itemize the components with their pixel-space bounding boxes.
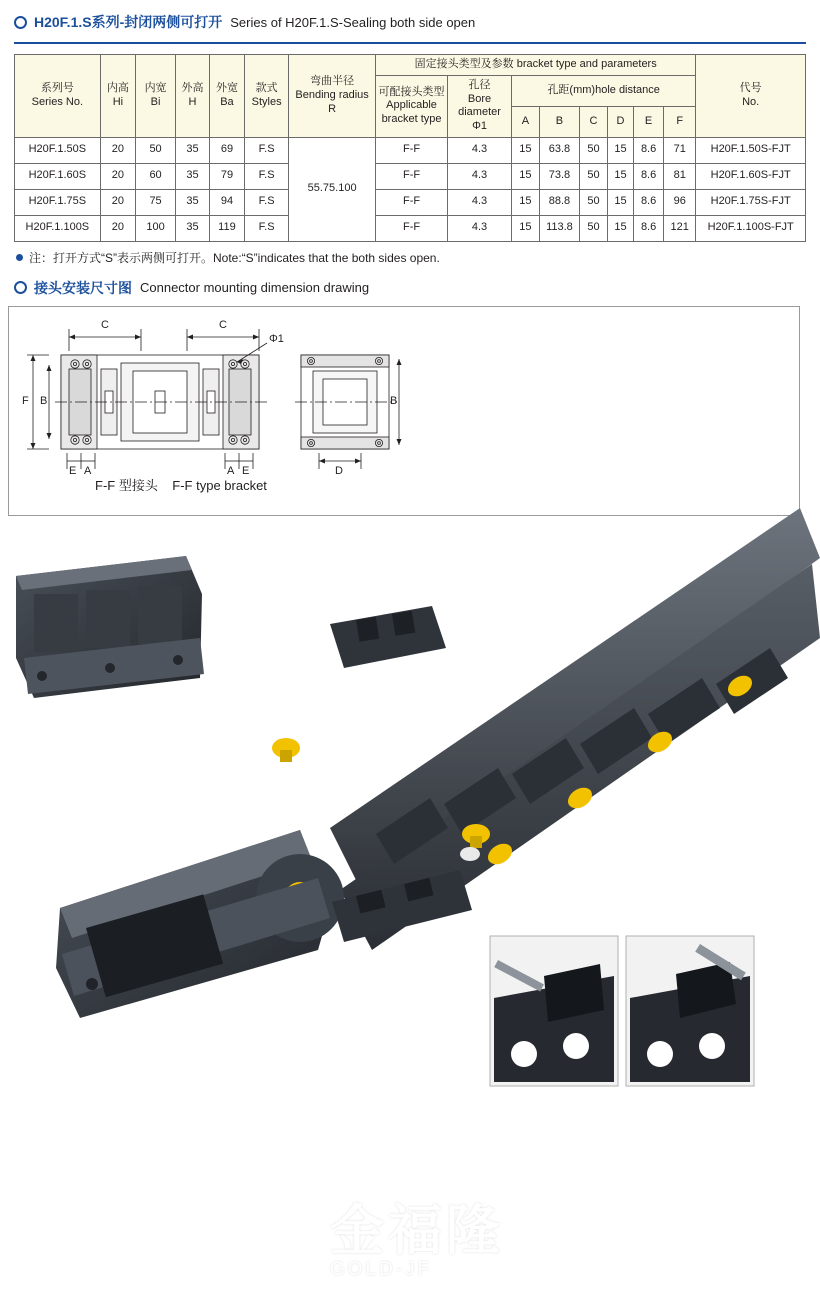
cell-b: 73.8	[539, 163, 579, 189]
dim-label-e1: E	[69, 464, 77, 477]
th-bi	[136, 55, 176, 138]
cell-d: 15	[607, 137, 633, 163]
cell-d: 15	[607, 215, 633, 241]
cell-no: H20F.1.60S-FJT	[696, 163, 806, 189]
cell-bracket: F-F	[376, 163, 448, 189]
cell-hi: 20	[100, 137, 135, 163]
cell-bore: 4.3	[448, 137, 512, 163]
th-hole-c: C	[580, 106, 608, 137]
cell-bore: 4.3	[448, 215, 512, 241]
th-applicable-cn: 可配接头类型	[378, 85, 445, 98]
th-bracket-group	[376, 55, 696, 76]
cell-a: 15	[512, 137, 540, 163]
cell-e: 8.6	[634, 137, 664, 163]
cell-bi: 50	[136, 137, 176, 163]
th-applicable-en1: Applicable	[386, 99, 437, 112]
dim-label-a2: A	[227, 464, 235, 477]
th-bracket-group-en: bracket type and parameters	[516, 58, 657, 70]
th-bending	[289, 55, 376, 138]
cell-styles: F.S	[245, 163, 289, 189]
th-ba-en: Ba	[220, 95, 234, 108]
bullet-icon	[14, 16, 27, 29]
note-text: 注：打开方式“S”表示两侧可打开。Note:“S”indicates that the both sides open.	[29, 250, 440, 265]
cell-a: 15	[512, 215, 540, 241]
cell-bi: 60	[136, 163, 176, 189]
section-title-cn: 接头安装尺寸图	[34, 279, 132, 296]
th-applicable	[376, 75, 448, 137]
th-hole-b: B	[539, 106, 579, 137]
spec-table-head	[15, 55, 806, 138]
th-hi	[100, 55, 135, 138]
cell-c: 50	[580, 163, 608, 189]
cell-ba: 69	[209, 137, 244, 163]
th-hole-d: D	[607, 106, 633, 137]
cell-styles: F.S	[245, 137, 289, 163]
th-hi-en: Hi	[112, 95, 124, 108]
th-styles-cn: 款式	[255, 82, 278, 95]
photo-module-small	[16, 556, 204, 698]
cell-bore: 4.3	[448, 189, 512, 215]
page-title	[0, 0, 820, 40]
spec-table	[14, 54, 806, 242]
photo-cable-chain	[330, 508, 820, 950]
cell-c: 50	[580, 189, 608, 215]
cell-bi: 75	[136, 189, 176, 215]
cell-no: H20F.1.75S-FJT	[696, 189, 806, 215]
th-bore-cn: 孔径	[468, 78, 491, 91]
cell-styles: F.S	[245, 189, 289, 215]
dimension-drawing	[8, 306, 800, 516]
cell-e: 8.6	[634, 163, 664, 189]
watermark-en: GOLD-JF	[330, 1259, 433, 1280]
th-ba-cn: 外宽	[215, 82, 238, 95]
th-bending-en: Bending radius	[295, 89, 369, 101]
dim-label-d: D	[335, 464, 343, 477]
cell-h: 35	[176, 189, 210, 215]
table-row	[15, 189, 806, 215]
cell-b: 113.8	[539, 215, 579, 241]
dim-label-c-right: C	[219, 318, 227, 331]
table-note	[0, 242, 820, 266]
th-no	[696, 55, 806, 138]
th-styles-en: Styles	[251, 95, 282, 108]
drawing-caption	[95, 475, 267, 494]
photo-cover-plate	[330, 606, 446, 668]
dim-label-b-left: B	[40, 394, 48, 407]
th-bi-en: Bi	[150, 95, 161, 108]
table-row	[15, 163, 806, 189]
cell-c: 50	[580, 215, 608, 241]
cell-f: 96	[664, 189, 696, 215]
th-hole-a: A	[512, 106, 540, 137]
table-row	[15, 137, 806, 163]
dim-label-c-left: C	[101, 318, 109, 331]
page-title-cn: H20F.1.S系列-封闭两侧可打开	[34, 14, 223, 30]
watermark	[330, 1188, 630, 1298]
cell-bracket: F-F	[376, 189, 448, 215]
bullet-icon	[14, 281, 27, 294]
cell-ba: 79	[209, 163, 244, 189]
dim-label-b-right: B	[390, 394, 398, 407]
cell-d: 15	[607, 163, 633, 189]
cell-bracket: F-F	[376, 215, 448, 241]
th-hi-cn: 内高	[106, 82, 129, 95]
cell-f: 81	[664, 163, 696, 189]
product-photo-area	[0, 498, 820, 1280]
cell-no: H20F.1.50S-FJT	[696, 137, 806, 163]
table-header-row-1	[15, 55, 806, 76]
th-h-en: H	[188, 95, 197, 108]
th-bi-cn: 内宽	[144, 82, 167, 95]
cell-styles: F.S	[245, 215, 289, 241]
th-series-en: Series No.	[31, 95, 84, 108]
photo-link-exploded	[56, 830, 344, 1018]
cell-f: 71	[664, 137, 696, 163]
cell-series: H20F.1.60S	[15, 163, 101, 189]
th-bending-r: R	[328, 102, 337, 115]
cell-c: 50	[580, 137, 608, 163]
note-dot-icon	[16, 254, 23, 261]
cell-bracket: F-F	[376, 137, 448, 163]
th-bore	[448, 75, 512, 137]
cell-series: H20F.1.75S	[15, 189, 101, 215]
cell-a: 15	[512, 189, 540, 215]
dim-label-a1: A	[84, 464, 92, 477]
drawing-caption-en: F-F type bracket	[172, 477, 267, 493]
cell-h: 35	[176, 163, 210, 189]
cell-bending-radius: 55.75.100	[289, 137, 376, 241]
cell-ba: 94	[209, 189, 244, 215]
spec-table-wrap	[0, 44, 820, 242]
th-bending-cn: 弯曲半径	[310, 75, 355, 88]
dim-label-e2: E	[242, 464, 250, 477]
section-title-en: Connector mounting dimension drawing	[140, 280, 370, 296]
page-title-en: Series of H20F.1.S-Sealing both side open	[230, 14, 476, 30]
th-hole-e: E	[634, 106, 664, 137]
cell-b: 63.8	[539, 137, 579, 163]
spec-table-body	[15, 137, 806, 241]
cell-e: 8.6	[634, 215, 664, 241]
th-bore-en: Bore diameter	[458, 92, 501, 119]
cell-series: H20F.1.100S	[15, 215, 101, 241]
cell-series: H20F.1.50S	[15, 137, 101, 163]
cell-ba: 119	[209, 215, 244, 241]
cell-hi: 20	[100, 215, 135, 241]
cell-h: 35	[176, 137, 210, 163]
th-series-cn: 系列号	[40, 82, 74, 95]
watermark-cn: 金福隆	[330, 1201, 504, 1261]
th-ba	[209, 55, 244, 138]
cell-a: 15	[512, 163, 540, 189]
th-series	[15, 55, 101, 138]
cell-bore: 4.3	[448, 163, 512, 189]
cell-bi: 100	[136, 215, 176, 241]
th-applicable-en2: bracket type	[381, 113, 442, 126]
photo-inset-right	[626, 936, 754, 1086]
photo-inset-left	[490, 936, 618, 1086]
cell-h: 35	[176, 215, 210, 241]
th-no-en: No.	[742, 95, 760, 108]
th-bore-sym: Φ1	[472, 120, 487, 132]
drawing-caption-cn: F-F 型接头	[95, 477, 158, 493]
cell-b: 88.8	[539, 189, 579, 215]
th-bracket-group-cn: 固定接头类型及参数	[414, 58, 514, 70]
th-h	[176, 55, 210, 138]
table-row	[15, 215, 806, 241]
cell-hi: 20	[100, 189, 135, 215]
cell-d: 15	[607, 189, 633, 215]
product-photo-svg	[0, 498, 820, 1100]
dim-label-phi1: Φ1	[269, 332, 284, 345]
th-h-cn: 外高	[181, 82, 204, 95]
cell-f: 121	[664, 215, 696, 241]
th-styles	[245, 55, 289, 138]
cell-no: H20F.1.100S-FJT	[696, 215, 806, 241]
th-no-cn: 代号	[739, 82, 762, 95]
cell-e: 8.6	[634, 189, 664, 215]
th-hole-f: F	[664, 106, 696, 137]
cell-hi: 20	[100, 163, 135, 189]
th-hole-distance: 孔距(mm)hole distance	[512, 75, 696, 106]
section-title-connector	[0, 266, 820, 298]
dim-label-f: F	[22, 394, 29, 407]
